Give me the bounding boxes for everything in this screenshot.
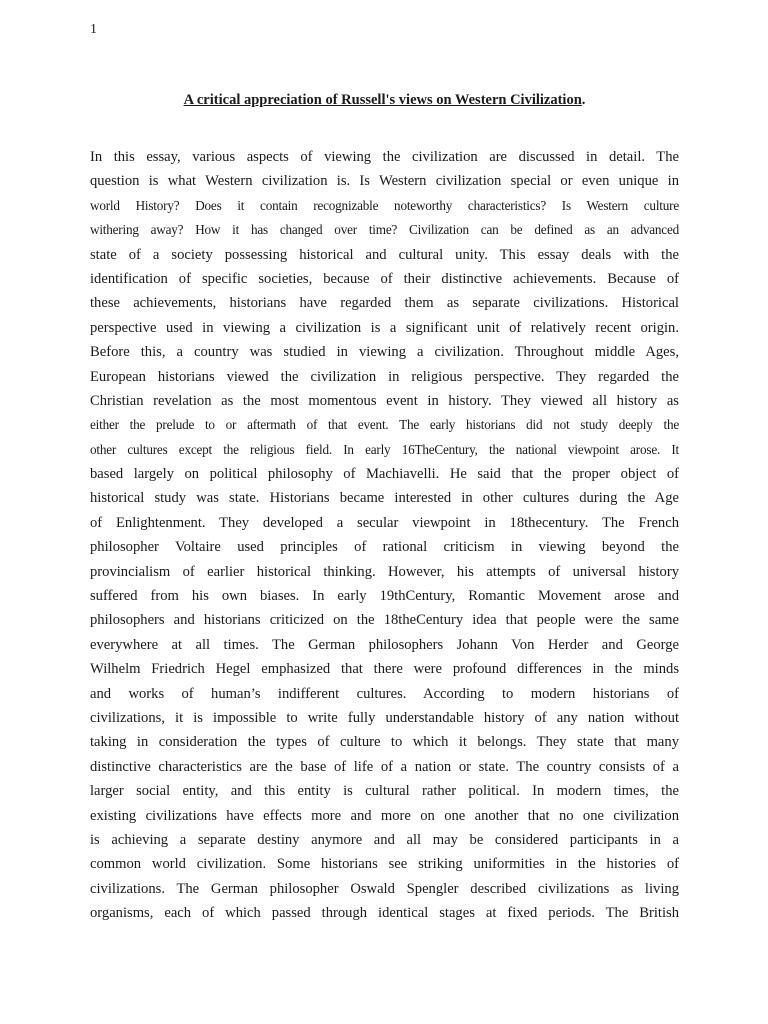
body-line: philosophers and historians criticized on the 18theCentury idea that people were the same: [90, 612, 679, 629]
body-line: civilizations, it is impossible to write fully understandable history of any nation without: [90, 709, 679, 726]
body-line: common world civilization. Some historians see striking uniformities in the histories of: [90, 856, 679, 873]
body-line: larger social entity, and this entity is cultural rather political. In modern times, the: [90, 783, 679, 800]
body-line: civilizations. The German philosopher Oswald Spengler described civilizations as living: [90, 880, 679, 897]
body-line: Before this, a country was studied in viewing a civilization. Throughout middle Ages,: [90, 344, 679, 361]
body-line: identification of specific societies, because of their distinctive achievements. Because of: [90, 270, 679, 287]
body-line: other cultures except the religious field. In early 16TheCentury, the national viewpoint arose. It: [90, 441, 679, 457]
body-line: either the prelude to or aftermath of that event. The early historians did not study deeply the: [90, 417, 679, 433]
body-line: is achieving a separate destiny anymore and all may be considered participants in a: [90, 831, 679, 848]
body-line: and works of human’s indifferent cultures. According to modern historians of: [90, 685, 679, 702]
document-title: [90, 92, 679, 109]
document-title-text: A critical appreciation of Russell's views on Western Civilization: [183, 92, 582, 108]
body-line: existing civilizations have effects more and more on one another that no one civilization: [90, 807, 679, 824]
body-line: question is what Western civilization is. Is Western civilization special or even unique in: [90, 173, 679, 190]
body-line: organisms, each of which passed through identical stages at fixed periods. The British: [90, 905, 679, 922]
body-line: of Enlightenment. They developed a secular viewpoint in 18thecentury. The French: [90, 514, 679, 531]
body-line: European historians viewed the civilization in religious perspective. They regarded the: [90, 368, 679, 385]
body-line: state of a society possessing historical and cultural unity. This essay deals with the: [90, 246, 679, 263]
body-line: philosopher Voltaire used principles of rational criticism in viewing beyond the: [90, 539, 679, 556]
page-number: 1: [90, 22, 97, 37]
body-line: withering away? How it has changed over time? Civilization can be defined as an advanced: [90, 222, 679, 238]
body-line: historical study was state. Historians became interested in other cultures during the Age: [90, 490, 679, 507]
body-line: these achievements, historians have regarded them as separate civilizations. Historical: [90, 295, 679, 312]
body-line: Wilhelm Friedrich Hegel emphasized that there were profound differences in the minds: [90, 661, 679, 678]
body-line: Christian revelation as the most momentous event in history. They viewed all history as: [90, 392, 679, 409]
body-line: suffered from his own biases. In early 19thCentury, Romantic Movement arose and: [90, 588, 679, 605]
body-line: distinctive characteristics are the base of life of a nation or state. The country consists of a: [90, 758, 679, 775]
body-line: everywhere at all times. The German philosophers Johann Von Herder and George: [90, 636, 679, 653]
body-line: world History? Does it contain recognizable noteworthy characteristics? Is Western culture: [90, 197, 679, 213]
body-line: based largely on political philosophy of Machiavelli. He said that the proper object of: [90, 466, 679, 483]
body-line: perspective used in viewing a civilization is a significant unit of relatively recent origin.: [90, 319, 679, 336]
document-title-period: .: [581, 92, 586, 108]
body-line: taking in consideration the types of culture to which it belongs. They state that many: [90, 734, 679, 751]
body-line: In this essay, various aspects of viewing the civilization are discussed in detail. The: [90, 149, 679, 165]
body-line: provincialism of earlier historical thinking. However, his attempts of universal history: [90, 563, 679, 580]
essay-body: [90, 145, 679, 926]
